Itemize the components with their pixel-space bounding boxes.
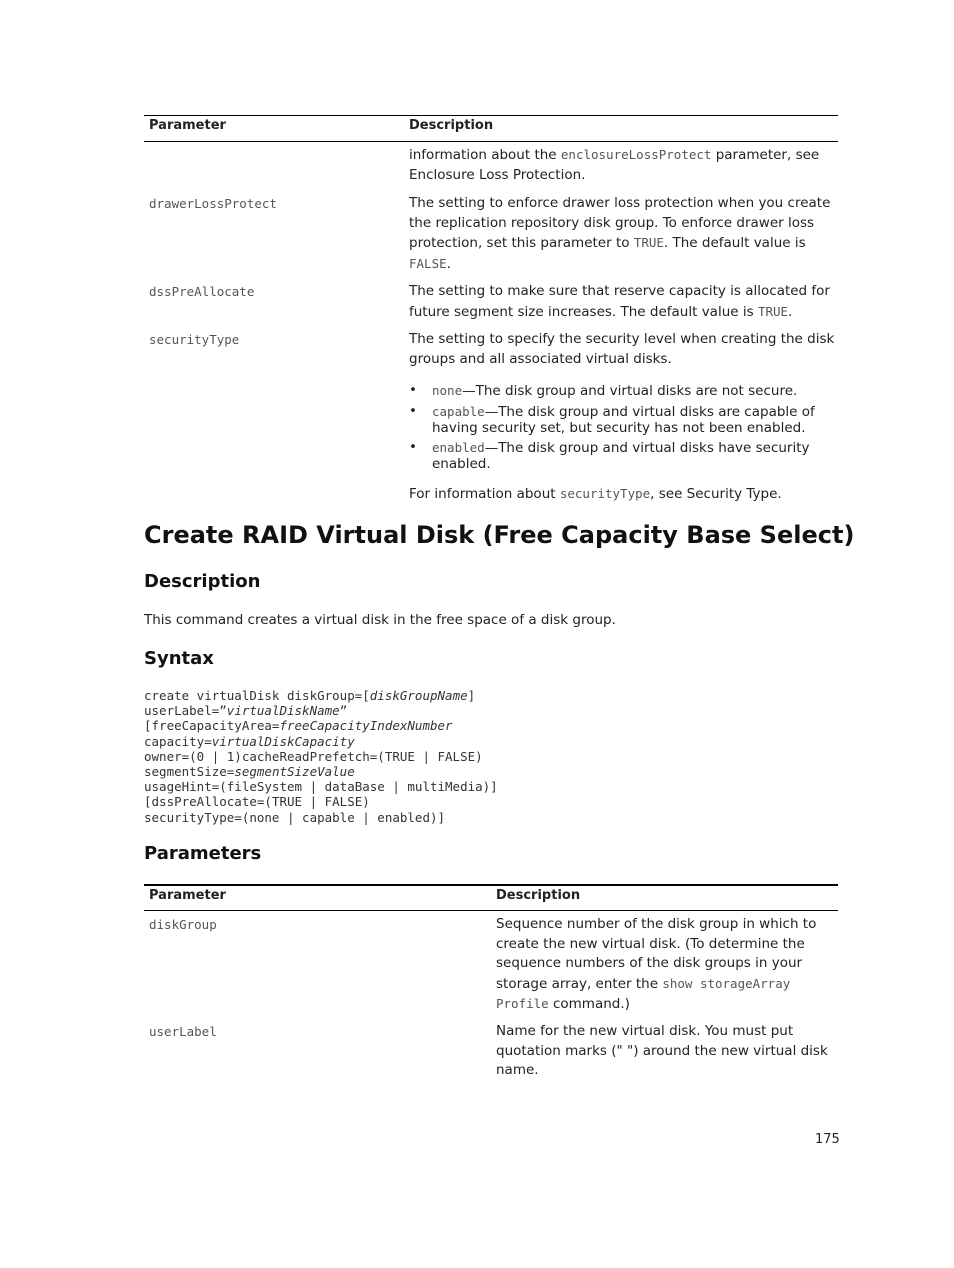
table2-header-parameter: Parameter <box>149 888 226 903</box>
param-securityType: securityType <box>149 332 240 347</box>
table1-header-parameter: Parameter <box>149 118 226 133</box>
table2-top-rule <box>144 884 838 886</box>
page-number: 175 <box>815 1132 840 1147</box>
description-text: This command creates a virtual disk in the free space of a disk group. <box>144 612 616 628</box>
description-heading: Description <box>144 571 261 592</box>
desc-diskGroup: Sequence number of the disk group in which to create the new virtual disk. (To determine the sequence numbers of the disk groups in your storage array, enter the show storageArray Profile command.) <box>496 916 817 1012</box>
table1-header-rule <box>144 141 838 142</box>
param-dssPreAllocate: dssPreAllocate <box>149 284 255 299</box>
parameters-heading: Parameters <box>144 843 262 864</box>
page-title: Create RAID Virtual Disk (Free Capacity Base Select) <box>144 521 855 549</box>
desc-securityType: The setting to specify the security level when creating the disk groups and all associated virtual disks. <box>409 331 835 367</box>
table2-header-description: Description <box>496 888 581 903</box>
table1-header-description: Description <box>409 118 494 133</box>
param-diskGroup: diskGroup <box>149 917 217 932</box>
param-drawerLossProtect: drawerLossProtect <box>149 196 277 211</box>
desc-drawerLossProtect: The setting to enforce drawer loss protection when you create the replication repository disk group. To enforce drawer loss protection, set this parameter to TRUE. The default value is FALSE. <box>409 195 831 272</box>
desc-userLabel: Name for the new virtual disk. You must put quotation marks (" ") around the new virtual disk name. <box>496 1023 828 1078</box>
desc-dssPreAllocate: The setting to make sure that reserve capacity is allocated for future segment size increases. The default value is TRUE. <box>409 283 830 320</box>
table1-top-rule <box>144 115 838 116</box>
syntax-code: create virtualDisk diskGroup=[diskGroupName] userLabel=”virtualDiskName” [freeCapacityArea=freeCapacityIndexNumber capacity=virtualDiskCapacity owner=(0 | 1)cacheReadPrefetch=(TRUE | FALSE) segmentSize=segmentSizeValue usageHint=(fileSystem | dataBase | multiMedia)] [dssPreAllocate=(TRUE | FALSE) securityType=(none | capable | enabled)] <box>144 688 498 825</box>
param-userLabel: userLabel <box>149 1024 217 1039</box>
table2-header-rule <box>144 910 838 911</box>
table1-row-continued: information about the enclosureLossProtect parameter, see Enclosure Loss Protection. <box>409 147 820 183</box>
securityType-info: For information about securityType, see Security Type. <box>409 486 782 502</box>
syntax-heading: Syntax <box>144 648 214 669</box>
